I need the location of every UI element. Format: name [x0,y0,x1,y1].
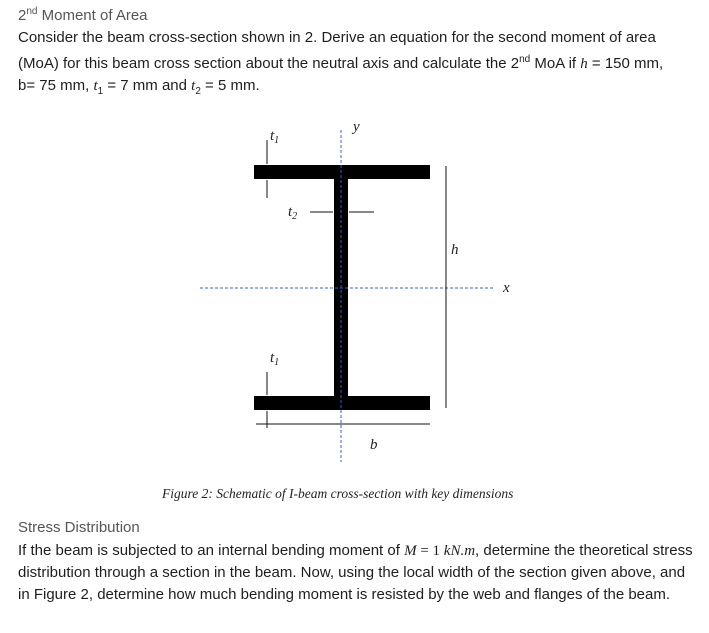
intro-b-value: b= 75 mm, [18,77,94,94]
intro-t1-value: = 7 mm and [103,77,192,94]
section-title-moment [18,6,148,24]
intro-t1-subscript: 1 [97,86,104,97]
i-beam-figure [0,100,709,480]
section-title-stress: Stress Distribution [18,519,140,536]
stress-paragraph [18,540,696,606]
bottom-flange [254,396,430,410]
h-label: h [451,242,459,258]
section-title-ordinal: nd [26,6,38,17]
stress-text-a: If the beam is subjected to an internal bending moment of [18,542,405,559]
intro-text-b: MoA if [530,55,581,72]
intro-t1-symbol: t [93,78,98,94]
intro-h-value: = 150 mm, [587,55,664,72]
intro-t2-symbol: t [191,78,196,94]
stress-m-unit: kN.m [443,543,476,559]
section-title-text: Moment of Area [37,7,148,24]
t1-top-label: $t_1$ [270,128,280,146]
intro-paragraph [18,27,696,103]
figure-caption: Figure 2: Schematic of I-beam cross-section with key dimensions [162,486,514,501]
y-axis-label: y [353,119,360,135]
t1-bottom-label: $t_1$ [270,350,280,368]
intro-t2-value: = 5 mm. [200,77,260,94]
intro-ordinal: nd [519,54,531,65]
x-axis-label: x [503,280,510,296]
top-flange [254,165,430,179]
t2-label: $t_2$ [288,204,298,222]
section-title-number: 2 [18,7,27,24]
b-label: b [370,437,378,453]
intro-h-symbol: h [580,56,588,72]
intro-t2-subscript: 2 [195,86,201,97]
stress-m-value: = 1 [416,543,444,559]
stress-text-b: , determine the theoretical stress distribution through a section in the beam. Now, using the local width of the section given above, and in Figure 2, determine how much bending moment is resisted by the web and flanges of the beam. [18,542,693,603]
intro-text-a: Consider the beam cross-section shown in 2. Derive an equation for the second moment of area (MoA) for this beam cross section about the neutral axis and calculate the 2 [18,29,656,72]
stress-m-symbol: M [404,543,417,559]
